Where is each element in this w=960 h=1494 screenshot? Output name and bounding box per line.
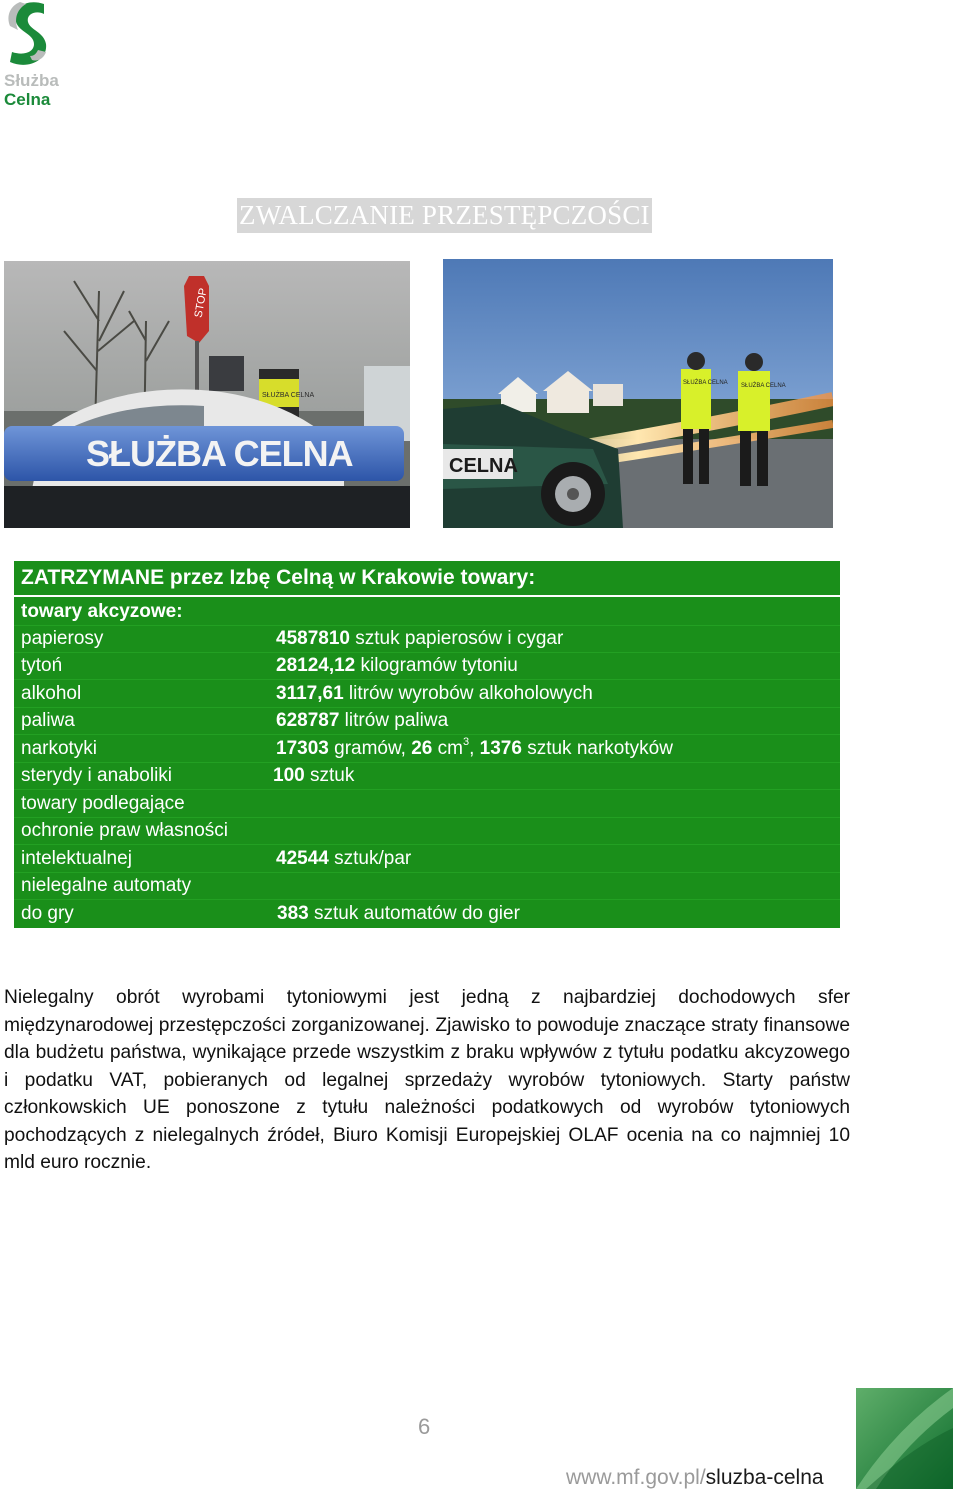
car-door-text: CELNA (449, 455, 518, 477)
sluzba-celna-logo (2, 0, 72, 110)
body-paragraph: Nielegalny obrót wyrobami tytoniowymi jest jedną z najbardziej dochodowych sfer międzynarodowej przestępczości zorganizowanej. Zjawisko to powoduje znaczące straty finansowe dla budżetu państwa, wynikające przede wszystkim z braku wpływów z tytułu podatku akcyzowego i podatku VAT, pobieranych od legalnej sprzedaży wyrobów tytoniowych. Starty państw członkowskich UE ponoszone z tytułu należności podatkowych od wyrobów tytoniowych pochodzących z nielegalnych źródeł, Biuro Komisji Europejskiej OLAF ocenia na co najmniej 10 mld euro rocznie. (4, 987, 850, 1173)
vest-text: SŁUŻBA CELNA (262, 392, 315, 399)
page-number: 6 (418, 1414, 431, 1439)
table-row (14, 763, 840, 790)
table-row (14, 708, 840, 735)
row-value: 28124,12 kilogramów tytoniu (276, 655, 518, 676)
row-value: 100 sztuk (273, 765, 355, 786)
row-value: 17303 gramów, 26 $cm^3$, 1376 sztuk narkotyków (276, 736, 673, 759)
row-label: alkohol (21, 683, 82, 704)
row-value: 4587810 sztuk papierosów i cygar (276, 628, 564, 649)
seized-goods-header: ZATRZYMANE przez Izbę Celną w Krakowie towary: (14, 561, 840, 595)
logo-line1: Służba (4, 71, 59, 90)
footer-url-suffix: sluzba-celna (705, 1466, 824, 1489)
stop-sign-text: STOP (192, 287, 210, 319)
vest-text-1: SŁUŻBA CELNA (683, 380, 728, 386)
table-row (14, 873, 840, 900)
footer-url[interactable] (566, 1466, 824, 1490)
table-row (14, 901, 840, 928)
photo-customs-officers-night (443, 259, 833, 528)
row-label: towary akcyzowe: (21, 601, 183, 622)
row-label: tytoń (21, 655, 63, 676)
row-label: papierosy (21, 628, 104, 649)
logo-s-mark-icon (4, 0, 50, 68)
table-row (14, 818, 840, 845)
footer-url-prefix: www.mf.gov.pl/ (566, 1466, 706, 1489)
table-row (14, 681, 840, 708)
row-value: 383 sztuk automatów do gier (277, 903, 520, 924)
vest-text-2: SŁUŻBA CELNA (741, 383, 786, 389)
row-label: paliwa (21, 710, 75, 731)
row-label: intelektualnej (21, 848, 132, 869)
table-row (14, 653, 840, 680)
table-row (14, 846, 840, 873)
car-lightbar-text: SŁUŻBA CELNA (86, 433, 353, 474)
table-row (14, 599, 840, 626)
photo-customs-car-roadblock (4, 261, 410, 528)
footer-green-square-icon (856, 1388, 953, 1489)
row-value: 3117,61 litrów wyrobów alkoholowych (276, 683, 593, 704)
row-label: nielegalne automaty (21, 875, 192, 896)
row-value: 628787 litrów paliwa (276, 710, 449, 731)
row-label: sterydy i anaboliki (21, 765, 173, 786)
seized-goods-table (14, 597, 840, 928)
table-row (14, 791, 840, 818)
row-label: towary podlegające (21, 793, 185, 814)
row-value: 42544 sztuk/par (276, 848, 412, 869)
row-label: do gry (21, 903, 74, 924)
row-label: ochronie praw własności (21, 820, 228, 841)
table-row (14, 736, 840, 763)
row-label: narkotyki (21, 738, 98, 759)
logo-line2: Celna (4, 90, 51, 109)
page-title: ZWALCZANIE PRZESTĘPCZOŚCI (237, 198, 652, 233)
table-row (14, 626, 840, 653)
